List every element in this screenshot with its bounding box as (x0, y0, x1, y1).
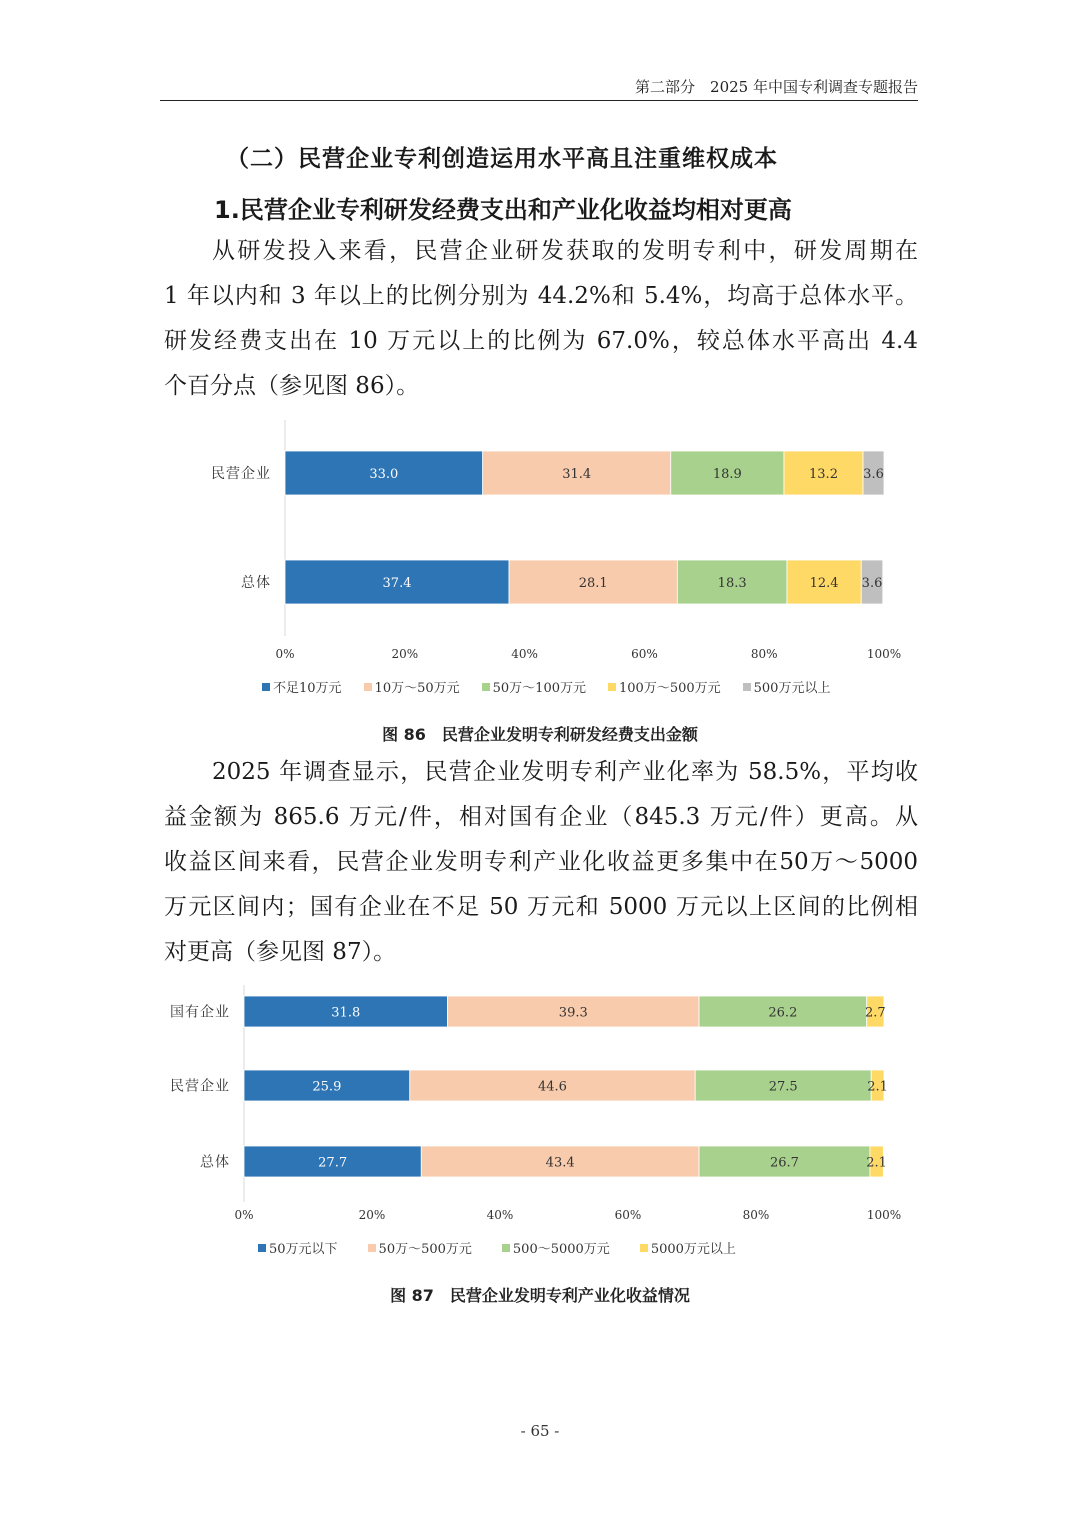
legend-label: 50万元以下 (269, 1242, 338, 1257)
legend-item (640, 1238, 736, 1257)
sub-title: 1.民营企业专利研发经费支出和产业化收益均相对更高 (214, 196, 792, 224)
legend-label: 500～5000万元 (512, 1242, 610, 1257)
data-label: 26.7 (770, 1155, 799, 1171)
data-label: 3.6 (861, 576, 883, 591)
paragraph-line: 对更高（参见图 87）。 (164, 939, 397, 965)
legend-item (608, 677, 721, 696)
figure-86-legend (262, 677, 852, 696)
data-label: 27.7 (318, 1155, 348, 1171)
legend-label: 50万～500万元 (378, 1242, 472, 1257)
x-tick-label: 80% (750, 647, 778, 661)
paragraph-line: 收益区间来看，民营企业发明专利产业化收益更多集中在50万～5000 (164, 849, 918, 875)
data-label: 31.4 (562, 467, 592, 482)
legend-swatch (258, 1244, 266, 1252)
legend-label: 不足10万元 (273, 681, 342, 696)
x-tick-label: 20% (358, 1208, 386, 1222)
x-tick-label: 100% (866, 647, 902, 661)
x-tick-label: 60% (631, 647, 658, 661)
legend-item (368, 1238, 472, 1257)
legend-swatch (640, 1244, 648, 1252)
paragraph-line: 万元区间内；国有企业在不足 50 万元和 5000 万元以上区间的比例相 (164, 894, 918, 920)
legend-swatch (368, 1244, 376, 1252)
paragraph-line: 1 年以内和 3 年以上的比例分别为 44.2%和 5.4%，均高于总体水平。 (164, 283, 918, 309)
data-label: 26.2 (768, 1005, 798, 1021)
x-tick-label: 100% (866, 1208, 902, 1222)
legend-label: 5000万元以上 (650, 1242, 736, 1257)
page-header (160, 74, 918, 101)
legend-swatch (482, 683, 490, 691)
paragraph-2 (164, 750, 918, 975)
paragraph-line: 2025 年调查显示，民营企业发明专利产业化率为 58.5%，平均收 (212, 759, 918, 785)
data-label: 2.1 (867, 1079, 888, 1095)
category-label: 民营企业 (211, 466, 271, 482)
legend-item (258, 1238, 338, 1257)
x-tick-label: 80% (742, 1208, 770, 1222)
data-label: 25.9 (312, 1079, 342, 1095)
figure-86-caption: 图 86 民营企业发明专利研发经费支出金额 (382, 725, 698, 744)
figure-87-chart (0, 980, 1080, 1270)
data-label: 3.6 (863, 467, 884, 482)
data-label: 2.1 (866, 1155, 887, 1171)
data-label: 28.1 (578, 576, 608, 591)
x-tick-label: 40% (511, 647, 538, 661)
legend-swatch (743, 683, 751, 691)
legend-label: 10万～50万元 (374, 681, 460, 696)
figure-86-chart (0, 410, 1080, 710)
figure-87-svg (0, 980, 1080, 1230)
data-label: 39.3 (558, 1005, 588, 1021)
paragraph-line: 个百分点（参见图 86）。 (164, 373, 420, 399)
legend-swatch (262, 683, 270, 691)
section-title: （二）民营企业专利创造运用水平高且注重维权成本 (226, 146, 778, 172)
paragraph-line: 从研发投入来看，民营企业研发获取的发明专利中，研发周期在 (212, 238, 918, 264)
category-label: 国有企业 (170, 1004, 230, 1021)
data-label: 44.6 (538, 1079, 567, 1095)
x-tick-label: 20% (391, 647, 419, 661)
figure-86-svg (0, 410, 1080, 670)
legend-swatch (502, 1244, 510, 1252)
page-number: - 65 - (520, 1422, 560, 1440)
legend-item (364, 677, 460, 696)
header-text: 第二部分 2025 年中国专利调查专题报告 (635, 78, 918, 96)
paragraph-1 (164, 229, 918, 409)
data-label: 43.4 (545, 1155, 575, 1171)
figure-87-legend (258, 1238, 766, 1257)
paragraph-line: 益金额为 865.6 万元/件，相对国有企业（845.3 万元/件）更高。从 (164, 804, 918, 830)
data-label: 27.5 (768, 1079, 798, 1095)
data-label: 18.9 (712, 467, 742, 482)
data-label: 2.7 (865, 1005, 886, 1021)
data-label: 31.8 (331, 1005, 361, 1021)
data-label: 33.0 (369, 467, 399, 482)
legend-label: 500万元以上 (753, 681, 831, 696)
category-label: 总体 (241, 575, 271, 591)
data-label: 13.2 (809, 467, 838, 482)
x-tick-label: 40% (486, 1208, 514, 1222)
legend-label: 100万～500万元 (619, 681, 721, 696)
legend-item (743, 677, 831, 696)
data-label: 12.4 (809, 576, 839, 591)
legend-item (502, 1238, 610, 1257)
data-label: 18.3 (717, 576, 747, 591)
x-tick-label: 0% (275, 647, 295, 661)
data-label: 37.4 (382, 576, 412, 591)
figure-87-caption: 图 87 民营企业发明专利产业化收益情况 (390, 1286, 690, 1305)
legend-swatch (364, 683, 372, 691)
legend-item (482, 677, 586, 696)
category-label: 民营企业 (170, 1078, 230, 1095)
legend-label: 50万～100万元 (492, 681, 586, 696)
paragraph-line: 研发经费支出在 10 万元以上的比例为 67.0%，较总体水平高出 4.4 (164, 328, 918, 354)
legend-swatch (608, 683, 616, 691)
x-tick-label: 0% (234, 1208, 254, 1222)
legend-item (262, 677, 342, 696)
x-tick-label: 60% (614, 1208, 642, 1222)
category-label: 总体 (200, 1154, 230, 1171)
